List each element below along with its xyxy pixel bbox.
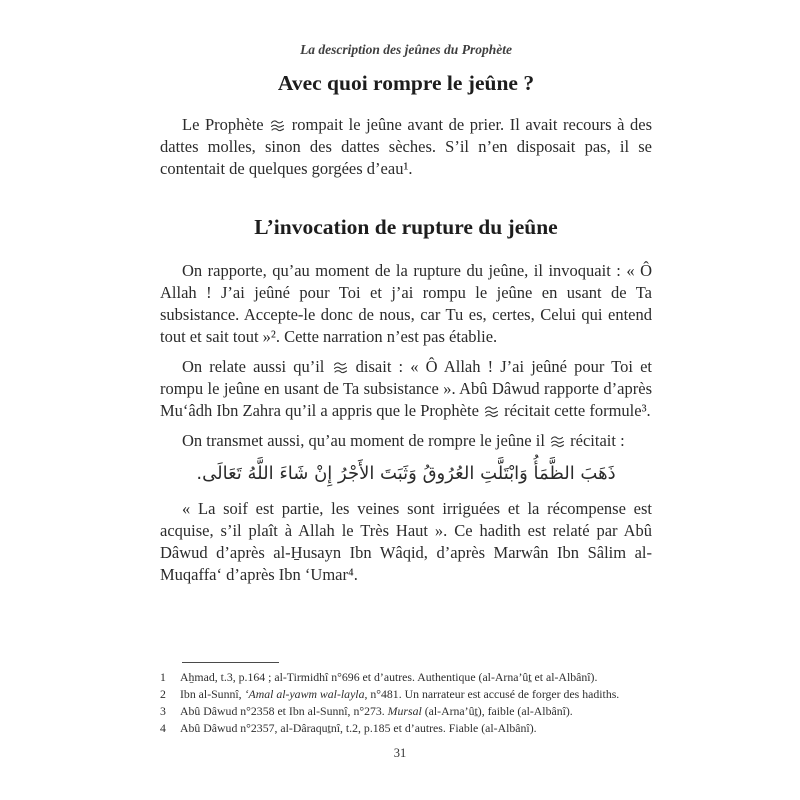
section-title-breaking-fast: Avec quoi rompre le jeûne ? xyxy=(277,71,535,95)
footnote-4 xyxy=(160,720,660,737)
footnote-number: 4 xyxy=(160,721,166,735)
arabic-dua: ذَهَبَ الظَّمَأُ وَابْتَلَّتِ العُرُوقُ وَثَبَتَ الأَجْرُ إِنْ شَاءَ اللَّهُ تَعَالَى. xyxy=(196,463,616,484)
pbuh-symbol xyxy=(483,401,500,420)
footnote-3 xyxy=(160,703,660,720)
pbuh-symbol xyxy=(269,115,286,134)
pbuh-symbol xyxy=(549,431,566,450)
footnote-text: Aẖmad, t.3, p.164 ; al-Tirmidhî n°696 et d’autres. Authentique (al-Arna’ûṯ et al-Albânî). xyxy=(180,670,598,684)
paragraph-invocation-3: On transmet aussi, qu’au moment de rompre le jeûne il récitait : xyxy=(182,431,625,450)
footnote-separator-rule xyxy=(182,662,279,663)
pbuh-symbol xyxy=(332,357,349,376)
footnote-number: 1 xyxy=(160,670,166,684)
footnote-text: Abû Dâwud n°2358 et Ibn al-Sunnî, n°273. Mursal (al-Arna’ûṯ), faible (al-Albânî). xyxy=(180,704,573,718)
section-title-invocation: L’invocation de rupture du jeûne xyxy=(254,215,558,239)
footnote-number: 3 xyxy=(160,704,166,718)
paragraph-invocation-4: « La soif est partie, les veines sont irriguées et la récompense est acquise, s’il plaît à Allah le Très Haut ». Ce hadith est relaté par Abû Dâwud d’après al-H̱usayn Ibn Wâqid, d’après Marwân Ibn Sâlim al-Muqaffa‘ d’après Ibn ‘Umar⁴. xyxy=(160,499,652,584)
page-number: 31 xyxy=(393,746,407,760)
page-content xyxy=(160,0,652,594)
footnotes-block xyxy=(160,662,660,737)
paragraph-invocation-1: On rapporte, qu’au moment de la rupture du jeûne, il invoquait : « Ô Allah ! J’ai jeûné pour Toi et j’ai rompu le jeûne en usant de Ta subsistance. Accepte-le donc de nous, car Tu es, certes, Celui qui entend tout et sait tout »². Cette narration n’est pas établie. xyxy=(160,261,652,346)
running-header: La description des jeûnes du Prophète xyxy=(300,42,512,57)
footnote-1 xyxy=(160,669,660,686)
paragraph-invocation-2: On relate aussi qu’il disait : « Ô Allah ! J’ai jeûné pour Toi et rompu le jeûne en usant de Ta subsistance ». Abû Dâwud rapporte d’après Mu‘âdh Ibn Zahra qu’il a appris que le Prophète récitait cette formule³. xyxy=(160,357,652,420)
footnote-2 xyxy=(160,686,660,703)
footnote-text: Abû Dâwud n°2357, al-Dâraquṯnî, t.2, p.185 et d’autres. Fiable (al-Albânî). xyxy=(180,721,537,735)
footnote-number: 2 xyxy=(160,687,166,701)
footnote-text: Ibn al-Sunnî, ‘Amal al-yawm wal-layla, n°481. Un narrateur est accusé de forger des hadiths. xyxy=(180,687,620,701)
paragraph-breaking-fast: Le Prophète rompait le jeûne avant de prier. Il avait recours à des dattes molles, sinon des dattes sèches. S’il n’en disposait pas, il se contentait de quelques gorgées d’eau¹. xyxy=(160,115,652,178)
